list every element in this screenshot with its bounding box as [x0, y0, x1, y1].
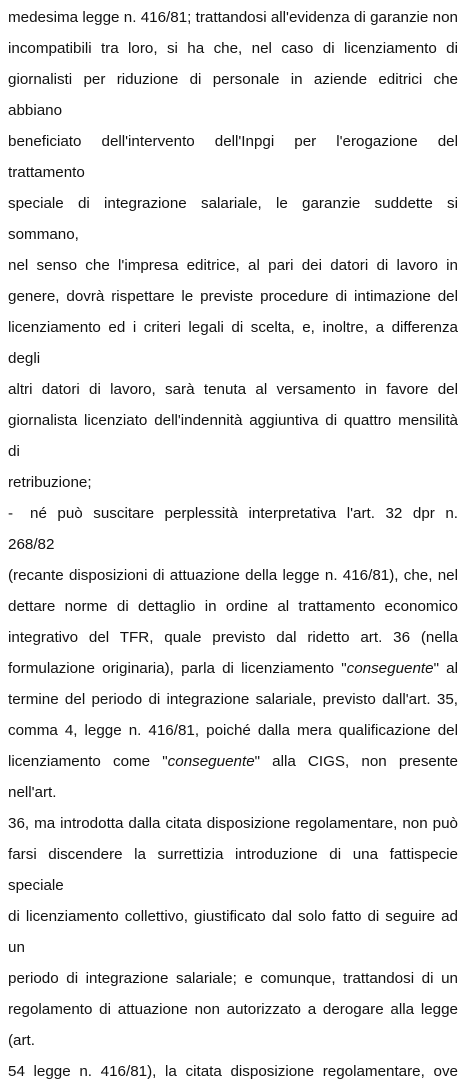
text-line: speciale di integrazione salariale, le garanzie suddette si sommano,	[8, 195, 458, 243]
text-line: altri datori di lavoro, sarà tenuta al versamento in favore del	[8, 381, 458, 398]
text-line: genere, dovrà rispettare le previste procedure di intimazione del	[8, 288, 458, 305]
text-line: farsi discendere la surrettizia introduzione di una fattispecie speciale	[8, 846, 458, 894]
text-line: integrativo del TFR, quale previsto dal ridetto art. 36 (nella	[8, 629, 458, 646]
text-line: nel senso che l'impresa editrice, al pari dei datori di lavoro in	[8, 257, 458, 274]
text-line: incompatibili tra loro, si ha che, nel caso di licenziamento di	[8, 40, 458, 57]
text-segment: formulazione originaria), parla di licenziamento "	[8, 660, 347, 677]
text-line: beneficiato dell'intervento dell'Inpgi per l'erogazione del trattamento	[8, 133, 458, 181]
list-dash: -	[8, 505, 14, 522]
text-line	[8, 746, 458, 808]
text-segment: licenziamento come "	[8, 753, 168, 770]
text-line: licenziamento ed i criteri legali di scelta, e, inoltre, a differenza degli	[8, 319, 458, 367]
emphasis-text: conseguente	[346, 660, 434, 677]
text-line: 36, ma introdotta dalla citata disposizione regolamentare, non può	[8, 815, 458, 832]
text-line: retribuzione;	[8, 474, 92, 491]
text-line	[8, 653, 458, 684]
text-line: giornalista licenziato dell'indennità aggiuntiva di quattro mensilità di	[8, 412, 458, 460]
text-line: comma 4, legge n. 416/81, poiché dalla mera qualificazione del	[8, 722, 458, 739]
text-line: dettare norme di dettaglio in ordine al trattamento economico	[8, 598, 458, 615]
text-line: 54 legge n. 416/81), la citata disposizione regolamentare, ove	[8, 1063, 458, 1080]
text-line: giornalisti per riduzione di personale in aziende editrici che abbiano	[8, 71, 458, 119]
text-segment: " al	[433, 660, 458, 677]
text-line: regolamento di attuazione non autorizzato a derogare alla legge (art.	[8, 1001, 458, 1049]
text-line: medesima legge n. 416/81; trattandosi all'evidenza di garanzie non	[8, 9, 458, 26]
text-line: di licenziamento collettivo, giustificato dal solo fatto di seguire ad un	[8, 908, 458, 956]
text-line: termine del periodo di integrazione salariale, previsto dall'art. 35,	[8, 691, 458, 708]
text-line-content: né può suscitare perplessità interpretativa l'art. 32 dpr n. 268/82	[8, 505, 458, 553]
text-segment: " alla CIGS, non presente nell'art.	[8, 753, 458, 801]
text-line: periodo di integrazione salariale; e comunque, trattandosi di un	[8, 970, 458, 987]
emphasis-text: conseguente	[167, 753, 255, 770]
text-line	[8, 498, 458, 560]
paragraph-1	[8, 2, 458, 498]
text-line: (recante disposizioni di attuazione della legge n. 416/81), che, nel	[8, 567, 458, 584]
paragraph-2	[8, 498, 458, 1087]
